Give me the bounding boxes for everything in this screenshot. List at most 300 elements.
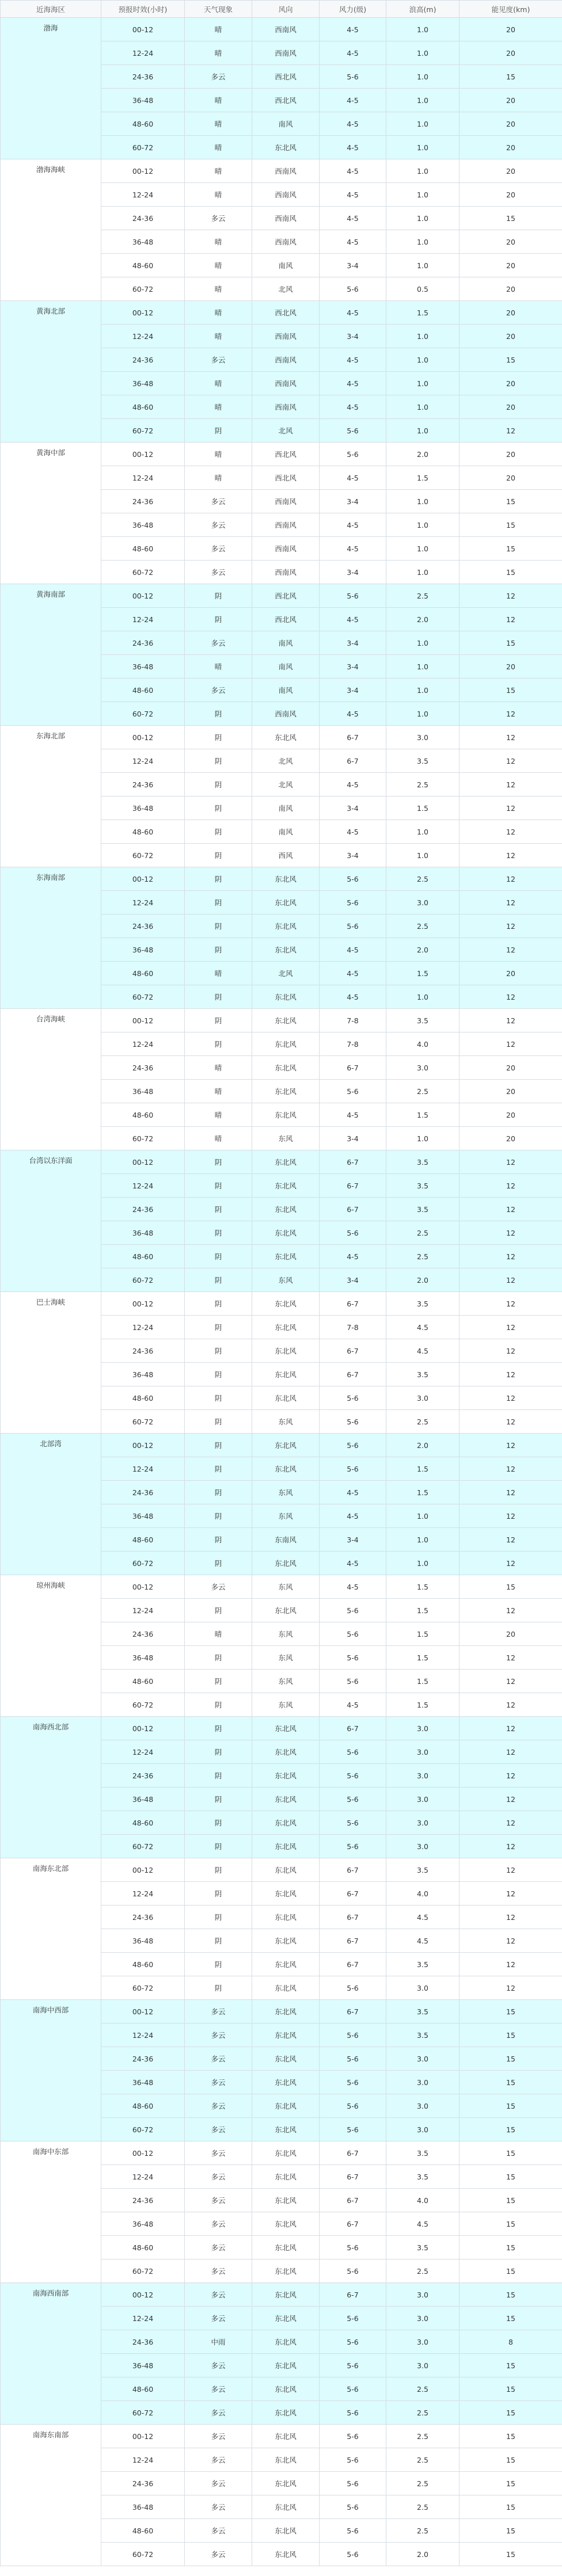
wind-direction-cell: 西南风: [252, 561, 320, 584]
region-name-cell: 巴士海峡: [1, 1292, 101, 1434]
visibility-cell: 20: [460, 89, 562, 112]
wind-force-cell: 5-6: [320, 2259, 386, 2283]
wave-height-cell: 4.5: [386, 1929, 460, 1953]
wind-force-cell: 4-5: [320, 773, 386, 797]
wave-height-cell: 3.0: [386, 1976, 460, 2000]
wind-force-cell: 5-6: [320, 2071, 386, 2094]
visibility-cell: 12: [460, 1268, 562, 1292]
visibility-cell: 12: [460, 1481, 562, 1504]
lead-time-cell: 12-24: [101, 1740, 185, 1764]
wind-direction-cell: 东北风: [252, 1339, 320, 1363]
weather-cell: 阴: [185, 1811, 252, 1835]
visibility-cell: 12: [460, 938, 562, 962]
wind-direction-cell: 东北风: [252, 2283, 320, 2307]
wind-direction-cell: 西北风: [252, 89, 320, 112]
table-row: [1, 1717, 562, 1740]
wind-force-cell: 5-6: [320, 2401, 386, 2425]
wind-force-cell: 5-6: [320, 1221, 386, 1245]
wind-force-cell: 5-6: [320, 1670, 386, 1693]
wave-height-cell: 3.0: [386, 2307, 460, 2330]
wind-force-cell: 4-5: [320, 136, 386, 159]
weather-cell: 晴: [185, 1127, 252, 1150]
region-name-cell: 黄海北部: [1, 301, 101, 443]
wave-height-cell: 2.5: [386, 914, 460, 938]
wave-height-cell: 1.0: [386, 395, 460, 419]
wind-force-cell: 5-6: [320, 443, 386, 466]
wind-force-cell: 7-8: [320, 1009, 386, 1032]
lead-time-cell: 00-12: [101, 1150, 185, 1174]
visibility-cell: 12: [460, 1363, 562, 1386]
weather-cell: 晴: [185, 136, 252, 159]
wind-direction-cell: 东北风: [252, 1056, 320, 1080]
lead-time-cell: 48-60: [101, 679, 185, 702]
table-row: [1, 2000, 562, 2024]
wave-height-cell: 3.5: [386, 1009, 460, 1032]
visibility-cell: 20: [460, 254, 562, 277]
weather-cell: 晴: [185, 183, 252, 207]
visibility-cell: 12: [460, 1434, 562, 1457]
lead-time-cell: 60-72: [101, 136, 185, 159]
lead-time-cell: 24-36: [101, 348, 185, 372]
wave-height-cell: 2.5: [386, 2448, 460, 2472]
wind-force-cell: 3-4: [320, 1127, 386, 1150]
lead-time-cell: 00-12: [101, 443, 185, 466]
visibility-cell: 12: [460, 419, 562, 443]
wind-force-cell: 6-7: [320, 1717, 386, 1740]
wave-height-cell: 1.0: [386, 513, 460, 537]
visibility-cell: 12: [460, 1457, 562, 1481]
wind-direction-cell: 东北风: [252, 2071, 320, 2094]
lead-time-cell: 48-60: [101, 1386, 185, 1410]
wave-height-cell: 2.5: [386, 1221, 460, 1245]
weather-cell: 多云: [185, 2495, 252, 2519]
weather-cell: 阴: [185, 938, 252, 962]
visibility-cell: 20: [460, 277, 562, 301]
wind-force-cell: 4-5: [320, 183, 386, 207]
wind-force-cell: 4-5: [320, 938, 386, 962]
wind-direction-cell: 西南风: [252, 395, 320, 419]
visibility-cell: 15: [460, 490, 562, 513]
visibility-cell: 12: [460, 1953, 562, 1976]
wind-force-cell: 5-6: [320, 1386, 386, 1410]
wave-height-cell: 4.5: [386, 2212, 460, 2236]
weather-cell: 多云: [185, 1575, 252, 1599]
weather-cell: 多云: [185, 2141, 252, 2165]
wave-height-cell: 1.5: [386, 1622, 460, 1646]
weather-cell: 阴: [185, 1858, 252, 1882]
weather-cell: 阴: [185, 608, 252, 631]
wave-height-cell: 3.0: [386, 1788, 460, 1811]
lead-time-cell: 24-36: [101, 1481, 185, 1504]
lead-time-cell: 24-36: [101, 1764, 185, 1788]
visibility-cell: 15: [460, 2141, 562, 2165]
lead-time-cell: 00-12: [101, 159, 185, 183]
wind-direction-cell: 南风: [252, 655, 320, 679]
visibility-cell: 12: [460, 1292, 562, 1316]
visibility-cell: 12: [460, 820, 562, 844]
lead-time-cell: 36-48: [101, 1363, 185, 1386]
weather-cell: 晴: [185, 18, 252, 41]
region-name-cell: 南海中西部: [1, 2000, 101, 2141]
weather-cell: 多云: [185, 2189, 252, 2212]
weather-cell: 阴: [185, 1528, 252, 1552]
lead-time-cell: 60-72: [101, 702, 185, 726]
wave-height-cell: 3.0: [386, 2047, 460, 2071]
wave-height-cell: 1.0: [386, 679, 460, 702]
wave-height-cell: 1.5: [386, 1599, 460, 1622]
visibility-cell: 20: [460, 230, 562, 254]
wind-force-cell: 6-7: [320, 2000, 386, 2024]
wind-direction-cell: 东北风: [252, 2519, 320, 2543]
wave-height-cell: 2.5: [386, 1080, 460, 1103]
weather-cell: 阴: [185, 1552, 252, 1575]
visibility-cell: 15: [460, 207, 562, 230]
wave-height-cell: 3.0: [386, 1717, 460, 1740]
wind-force-cell: 4-5: [320, 1504, 386, 1528]
visibility-cell: 12: [460, 797, 562, 820]
lead-time-cell: 12-24: [101, 2307, 185, 2330]
weather-cell: 晴: [185, 41, 252, 65]
wave-height-cell: 2.0: [386, 1268, 460, 1292]
visibility-cell: 20: [460, 1080, 562, 1103]
wind-force-cell: 4-5: [320, 702, 386, 726]
table-row: [1, 867, 562, 891]
wind-direction-cell: 南风: [252, 797, 320, 820]
lead-time-cell: 00-12: [101, 1009, 185, 1032]
weather-cell: 阴: [185, 1457, 252, 1481]
wave-height-cell: 2.0: [386, 2543, 460, 2566]
region-name-cell: 南海西南部: [1, 2283, 101, 2425]
table-row: [1, 159, 562, 183]
visibility-cell: 20: [460, 18, 562, 41]
wave-height-cell: 2.5: [386, 773, 460, 797]
lead-time-cell: 00-12: [101, 726, 185, 749]
wave-height-cell: 2.0: [386, 1434, 460, 1457]
visibility-cell: 15: [460, 2401, 562, 2425]
wave-height-cell: 1.5: [386, 962, 460, 985]
weather-cell: 晴: [185, 372, 252, 395]
visibility-cell: 12: [460, 1221, 562, 1245]
wind-direction-cell: 西南风: [252, 41, 320, 65]
visibility-cell: 20: [460, 466, 562, 490]
wind-direction-cell: 西南风: [252, 159, 320, 183]
lead-time-cell: 00-12: [101, 584, 185, 608]
visibility-cell: 12: [460, 1198, 562, 1221]
lead-time-cell: 48-60: [101, 962, 185, 985]
lead-time-cell: 48-60: [101, 1953, 185, 1976]
wind-direction-cell: 东风: [252, 1410, 320, 1434]
wind-direction-cell: 东北风: [252, 136, 320, 159]
visibility-cell: 12: [460, 844, 562, 867]
wave-height-cell: 3.5: [386, 1858, 460, 1882]
wind-direction-cell: 西南风: [252, 207, 320, 230]
wind-direction-cell: 西南风: [252, 183, 320, 207]
wave-height-cell: 2.0: [386, 608, 460, 631]
lead-time-cell: 48-60: [101, 820, 185, 844]
weather-cell: 阴: [185, 985, 252, 1009]
lead-time-cell: 24-36: [101, 914, 185, 938]
wind-force-cell: 4-5: [320, 112, 386, 136]
visibility-cell: 15: [460, 631, 562, 655]
weather-cell: 晴: [185, 89, 252, 112]
wave-height-cell: 3.0: [386, 1811, 460, 1835]
lead-time-cell: 24-36: [101, 2472, 185, 2495]
wind-force-cell: 6-7: [320, 2189, 386, 2212]
wave-height-cell: 1.0: [386, 112, 460, 136]
visibility-cell: 20: [460, 1103, 562, 1127]
weather-cell: 阴: [185, 867, 252, 891]
weather-cell: 阴: [185, 914, 252, 938]
table-header: [1, 1, 562, 18]
wind-force-cell: 5-6: [320, 2543, 386, 2566]
weather-cell: 多云: [185, 2472, 252, 2495]
lead-time-cell: 12-24: [101, 1599, 185, 1622]
wind-force-cell: 6-7: [320, 2212, 386, 2236]
visibility-cell: 12: [460, 1882, 562, 1906]
weather-cell: 阴: [185, 1764, 252, 1788]
table-body: [1, 18, 562, 2566]
wind-force-cell: 5-6: [320, 1457, 386, 1481]
wind-force-cell: 5-6: [320, 2330, 386, 2354]
wind-direction-cell: 东北风: [252, 2165, 320, 2189]
wind-force-cell: 6-7: [320, 1174, 386, 1198]
wind-force-cell: 5-6: [320, 891, 386, 914]
wind-direction-cell: 东北风: [252, 1363, 320, 1386]
wave-height-cell: 0.5: [386, 277, 460, 301]
wind-direction-cell: 西北风: [252, 65, 320, 89]
visibility-cell: 20: [460, 159, 562, 183]
wind-direction-cell: 北风: [252, 773, 320, 797]
lead-time-cell: 48-60: [101, 1245, 185, 1268]
wind-direction-cell: 东北风: [252, 1599, 320, 1622]
wind-force-cell: 4-5: [320, 301, 386, 325]
lead-time-cell: 60-72: [101, 1552, 185, 1575]
header-wave-height: 浪高(m): [386, 1, 460, 18]
wave-height-cell: 2.5: [386, 2495, 460, 2519]
wave-height-cell: 3.0: [386, 2283, 460, 2307]
lead-time-cell: 12-24: [101, 325, 185, 348]
table-row: [1, 301, 562, 325]
lead-time-cell: 48-60: [101, 254, 185, 277]
wave-height-cell: 4.0: [386, 1882, 460, 1906]
wave-height-cell: 2.5: [386, 1245, 460, 1268]
wind-force-cell: 5-6: [320, 584, 386, 608]
lead-time-cell: 12-24: [101, 749, 185, 773]
wind-force-cell: 5-6: [320, 1599, 386, 1622]
wind-force-cell: 5-6: [320, 1434, 386, 1457]
wind-force-cell: 5-6: [320, 1410, 386, 1434]
wind-direction-cell: 北风: [252, 419, 320, 443]
lead-time-cell: 36-48: [101, 2071, 185, 2094]
wind-force-cell: 5-6: [320, 1080, 386, 1103]
wave-height-cell: 3.5: [386, 2000, 460, 2024]
wind-direction-cell: 东北风: [252, 1953, 320, 1976]
weather-cell: 阴: [185, 1221, 252, 1245]
visibility-cell: 15: [460, 2495, 562, 2519]
region-name-cell: 渤海: [1, 18, 101, 159]
wind-force-cell: 4-5: [320, 230, 386, 254]
wave-height-cell: 1.0: [386, 207, 460, 230]
wind-force-cell: 5-6: [320, 1622, 386, 1646]
table-row: [1, 1150, 562, 1174]
wave-height-cell: 1.0: [386, 348, 460, 372]
weather-cell: 阴: [185, 1906, 252, 1929]
lead-time-cell: 48-60: [101, 112, 185, 136]
wave-height-cell: 3.0: [386, 891, 460, 914]
wind-force-cell: 3-4: [320, 631, 386, 655]
lead-time-cell: 00-12: [101, 2000, 185, 2024]
weather-cell: 多云: [185, 2094, 252, 2118]
wind-direction-cell: 东北风: [252, 938, 320, 962]
visibility-cell: 15: [460, 2071, 562, 2094]
wind-direction-cell: 东南风: [252, 1528, 320, 1552]
visibility-cell: 12: [460, 1410, 562, 1434]
wave-height-cell: 3.0: [386, 1056, 460, 1080]
wave-height-cell: 3.0: [386, 1764, 460, 1788]
lead-time-cell: 48-60: [101, 537, 185, 561]
wind-direction-cell: 东北风: [252, 867, 320, 891]
lead-time-cell: 24-36: [101, 490, 185, 513]
weather-cell: 多云: [185, 2401, 252, 2425]
weather-cell: 阴: [185, 1386, 252, 1410]
wind-direction-cell: 东北风: [252, 1080, 320, 1103]
weather-cell: 多云: [185, 2047, 252, 2071]
wind-direction-cell: 东北风: [252, 1976, 320, 2000]
wind-direction-cell: 东北风: [252, 2047, 320, 2071]
wave-height-cell: 2.5: [386, 2401, 460, 2425]
lead-time-cell: 00-12: [101, 1717, 185, 1740]
lead-time-cell: 00-12: [101, 1292, 185, 1316]
wind-direction-cell: 东北风: [252, 2094, 320, 2118]
visibility-cell: 20: [460, 41, 562, 65]
wind-force-cell: 4-5: [320, 1103, 386, 1127]
region-name-cell: 东海北部: [1, 726, 101, 867]
wind-force-cell: 5-6: [320, 2094, 386, 2118]
visibility-cell: 15: [460, 537, 562, 561]
wind-force-cell: 5-6: [320, 2448, 386, 2472]
wave-height-cell: 3.5: [386, 1198, 460, 1221]
wind-direction-cell: 东风: [252, 1622, 320, 1646]
visibility-cell: 20: [460, 395, 562, 419]
table-row: [1, 726, 562, 749]
wave-height-cell: 1.5: [386, 1670, 460, 1693]
region-name-cell: 南海东南部: [1, 2425, 101, 2566]
weather-cell: 晴: [185, 395, 252, 419]
wind-direction-cell: 东北风: [252, 1174, 320, 1198]
lead-time-cell: 36-48: [101, 513, 185, 537]
wind-force-cell: 5-6: [320, 2047, 386, 2071]
wave-height-cell: 1.0: [386, 820, 460, 844]
wave-height-cell: 3.5: [386, 1150, 460, 1174]
visibility-cell: 12: [460, 773, 562, 797]
weather-cell: 阴: [185, 1599, 252, 1622]
weather-cell: 晴: [185, 254, 252, 277]
wind-direction-cell: 南风: [252, 254, 320, 277]
lead-time-cell: 60-72: [101, 561, 185, 584]
wind-force-cell: 4-5: [320, 537, 386, 561]
wind-force-cell: 5-6: [320, 1740, 386, 1764]
weather-cell: 晴: [185, 655, 252, 679]
wind-direction-cell: 东北风: [252, 2495, 320, 2519]
wind-direction-cell: 东风: [252, 1481, 320, 1504]
wave-height-cell: 3.0: [386, 2354, 460, 2377]
lead-time-cell: 12-24: [101, 1882, 185, 1906]
wind-force-cell: 3-4: [320, 679, 386, 702]
weather-cell: 阴: [185, 1693, 252, 1717]
weather-cell: 晴: [185, 1080, 252, 1103]
table-row: [1, 2141, 562, 2165]
weather-cell: 阴: [185, 773, 252, 797]
visibility-cell: 12: [460, 1599, 562, 1622]
visibility-cell: 12: [460, 914, 562, 938]
wind-force-cell: 5-6: [320, 1788, 386, 1811]
visibility-cell: 12: [460, 1929, 562, 1953]
wave-height-cell: 1.0: [386, 1528, 460, 1552]
visibility-cell: 15: [460, 2448, 562, 2472]
visibility-cell: 15: [460, 2165, 562, 2189]
table-row: [1, 2425, 562, 2448]
wave-height-cell: 1.0: [386, 230, 460, 254]
wind-force-cell: 5-6: [320, 1811, 386, 1835]
wind-force-cell: 5-6: [320, 2024, 386, 2047]
wind-force-cell: 5-6: [320, 277, 386, 301]
visibility-cell: 20: [460, 112, 562, 136]
wind-force-cell: 4-5: [320, 985, 386, 1009]
visibility-cell: 12: [460, 726, 562, 749]
wave-height-cell: 2.5: [386, 2519, 460, 2543]
visibility-cell: 12: [460, 1764, 562, 1788]
wind-direction-cell: 东北风: [252, 1245, 320, 1268]
wind-direction-cell: 东风: [252, 1693, 320, 1717]
wind-direction-cell: 东北风: [252, 2118, 320, 2141]
wind-force-cell: 3-4: [320, 655, 386, 679]
visibility-cell: 15: [460, 2212, 562, 2236]
table-row: [1, 1292, 562, 1316]
lead-time-cell: 48-60: [101, 1811, 185, 1835]
weather-cell: 阴: [185, 1410, 252, 1434]
wind-direction-cell: 东北风: [252, 2189, 320, 2212]
wind-direction-cell: 东北风: [252, 1316, 320, 1339]
weather-cell: 阴: [185, 1292, 252, 1316]
visibility-cell: 12: [460, 891, 562, 914]
wind-direction-cell: 西南风: [252, 230, 320, 254]
wind-direction-cell: 东北风: [252, 1198, 320, 1221]
lead-time-cell: 60-72: [101, 1835, 185, 1858]
wind-direction-cell: 东北风: [252, 2448, 320, 2472]
weather-cell: 中雨: [185, 2330, 252, 2354]
lead-time-cell: 24-36: [101, 2047, 185, 2071]
lead-time-cell: 00-12: [101, 867, 185, 891]
wave-height-cell: 4.0: [386, 2189, 460, 2212]
weather-cell: 阴: [185, 1670, 252, 1693]
visibility-cell: 15: [460, 513, 562, 537]
lead-time-cell: 24-36: [101, 1056, 185, 1080]
wind-force-cell: 5-6: [320, 2118, 386, 2141]
region-name-cell: 黄海南部: [1, 584, 101, 726]
wind-direction-cell: 北风: [252, 277, 320, 301]
lead-time-cell: 48-60: [101, 2094, 185, 2118]
lead-time-cell: 60-72: [101, 277, 185, 301]
lead-time-cell: 00-12: [101, 18, 185, 41]
wind-force-cell: 4-5: [320, 1552, 386, 1575]
region-name-cell: 台湾海峡: [1, 1009, 101, 1150]
wind-force-cell: 4-5: [320, 41, 386, 65]
lead-time-cell: 36-48: [101, 1221, 185, 1245]
wave-height-cell: 1.0: [386, 561, 460, 584]
wind-direction-cell: 西南风: [252, 18, 320, 41]
wave-height-cell: 1.0: [386, 702, 460, 726]
lead-time-cell: 24-36: [101, 1906, 185, 1929]
